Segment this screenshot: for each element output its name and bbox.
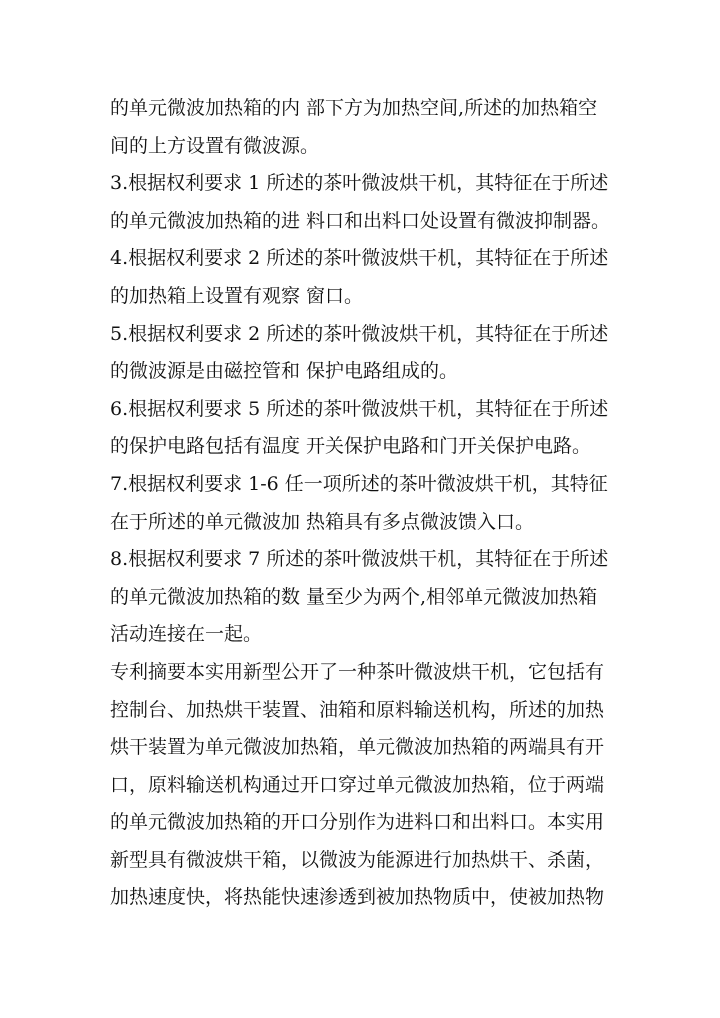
- text-line: 活动连接在一起。: [110, 623, 263, 646]
- text-line: 的单元微波加热箱的开口分别作为进料口和出料口。本实用: [110, 811, 605, 834]
- text-line: 控制台、加热烘干装置、油箱和原料输送机构，所述的加热: [110, 698, 605, 721]
- abstract-line: 专利摘要本实用新型公开了一种茶叶微波烘干机，它包括有: [110, 660, 605, 683]
- text-line: 间的上方设置有微波源。: [110, 134, 320, 157]
- claim-7-line: 7.根据权利要求 1-6 任一项所述的茶叶微波烘干机，其特征: [110, 472, 608, 495]
- text-line: 的加热箱上设置有观察 窗口。: [110, 284, 364, 307]
- text-line: 烘干装置为单元微波加热箱，单元微波加热箱的两端具有开: [110, 736, 605, 759]
- claim-3-line: 3.根据权利要求 1 所述的茶叶微波烘干机，其特征在于所述: [110, 172, 609, 195]
- claim-6-line: 6.根据权利要求 5 所述的茶叶微波烘干机，其特征在于所述: [110, 397, 609, 420]
- text-line: 的微波源是由磁控管和 保护电路组成的。: [110, 360, 459, 383]
- body-text: [110, 90, 625, 917]
- claim-4-line: 4.根据权利要求 2 所述的茶叶微波烘干机，其特征在于所述: [110, 247, 609, 270]
- claim-5-line: 5.根据权利要求 2 所述的茶叶微波烘干机，其特征在于所述: [110, 322, 609, 345]
- text-line: 的单元微波加热箱的进 料口和出料口处设置有微波抑制器。: [110, 209, 611, 232]
- text-line: 口，原料输送机构通过开口穿过单元微波加热箱，位于两端: [110, 773, 605, 796]
- text-line: 新型具有微波烘干箱，以微波为能源进行加热烘干、杀菌，: [110, 848, 605, 871]
- text-line: 的单元微波加热箱的数 量至少为两个,相邻单元微波加热箱: [110, 585, 598, 608]
- text-line: 在于所述的单元微波加 热箱具有多点微波馈入口。: [110, 510, 535, 533]
- text-line: 加热速度快，将热能快速渗透到被加热物质中，使被加热物: [110, 886, 605, 909]
- text-line: 的单元微波加热箱的内 部下方为加热空间,所述的加热箱空: [110, 97, 598, 119]
- claim-8-line: 8.根据权利要求 7 所述的茶叶微波烘干机，其特征在于所述: [110, 548, 609, 571]
- text-line: 的保护电路包括有温度 开关保护电路和门开关保护电路。: [110, 435, 592, 458]
